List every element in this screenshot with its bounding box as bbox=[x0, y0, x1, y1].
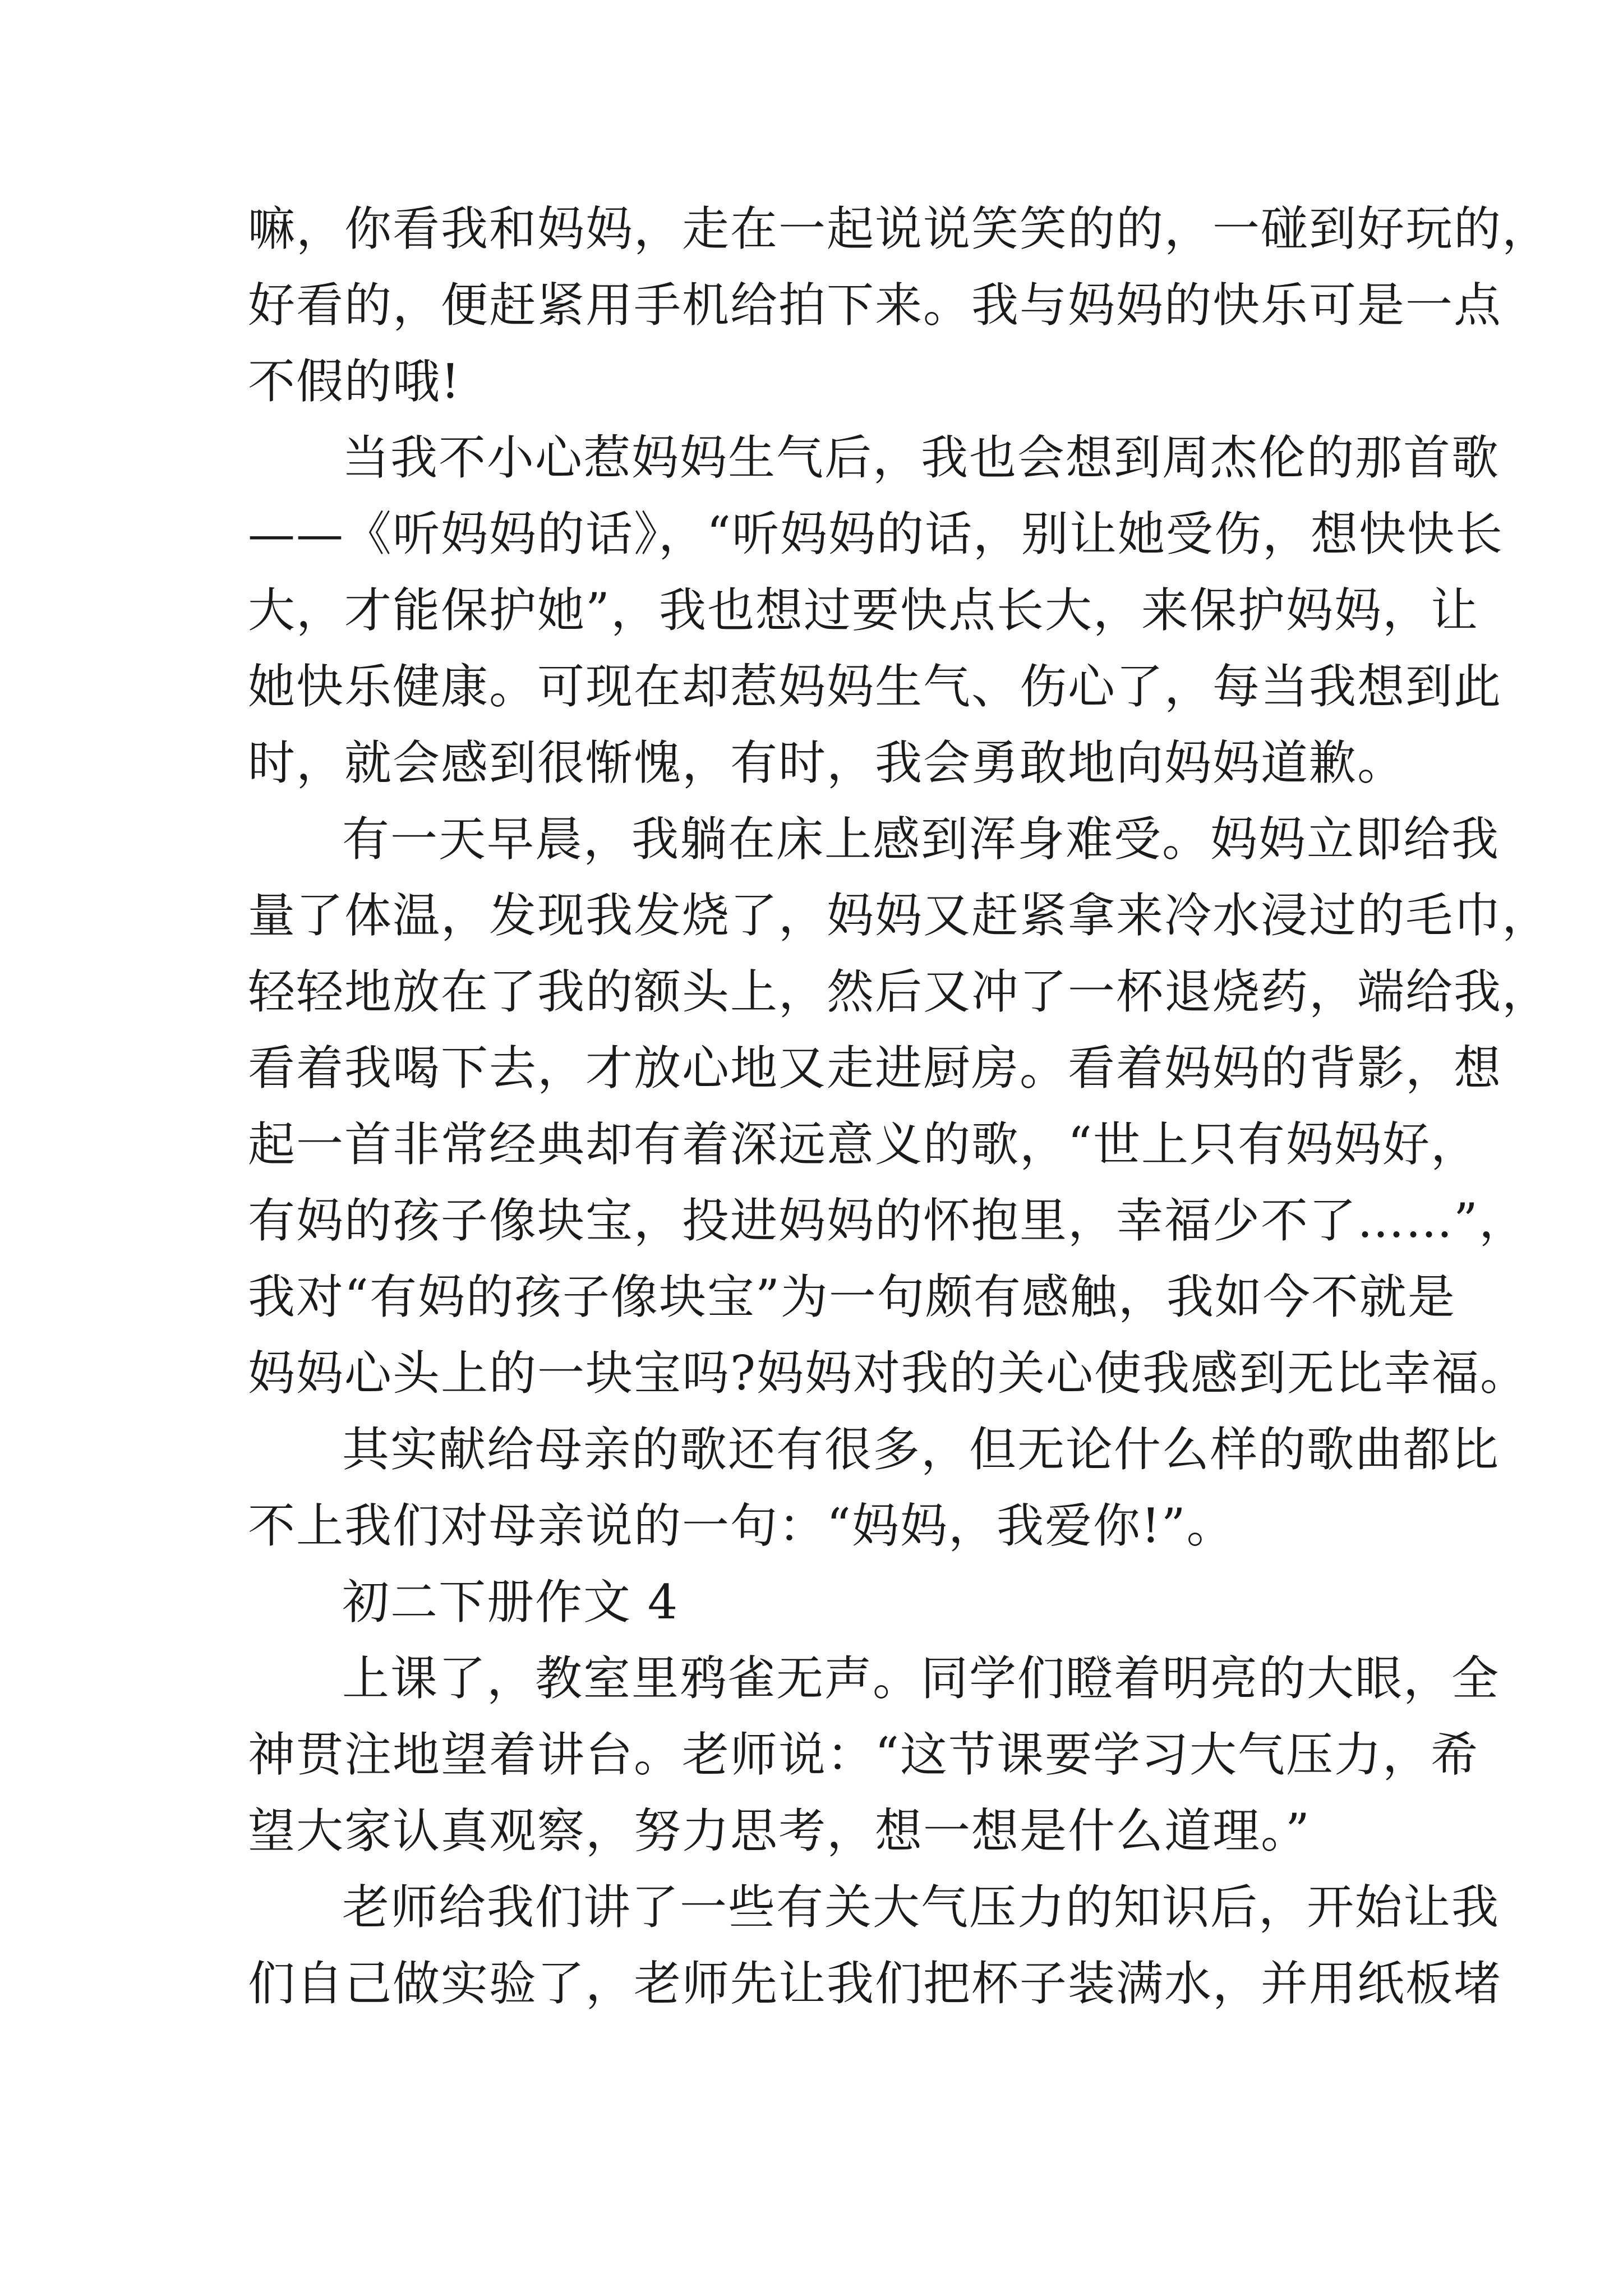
text-line: 望大家认真观察，努力思考，想一想是什么道理。” bbox=[248, 1803, 1311, 1858]
section-heading: 初二下册作文 4 bbox=[342, 1575, 679, 1630]
text-line: 大，才能保护她”，我也想过要快点长大，来保护妈妈，让 bbox=[248, 583, 1479, 638]
document-body bbox=[248, 191, 1551, 2022]
text-line: 不上我们对母亲说的一句：“妈妈，我爱你!”。 bbox=[248, 1498, 1235, 1553]
paragraph-first-line: 有一天早晨，我躺在床上感到浑身难受。妈妈立即给我 bbox=[342, 812, 1500, 867]
text-line: 嘛，你看我和妈妈，走在一起说说笑笑的的，一碰到好玩的， bbox=[248, 201, 1551, 256]
text-line: 有妈的孩子像块宝，投进妈妈的怀抱里，幸福少不了……”， bbox=[248, 1193, 1527, 1248]
text-line: 时，就会感到很惭愧，有时，我会勇敢地向妈妈道歉。 bbox=[248, 735, 1406, 790]
text-line: 起一首非常经典却有着深远意义的歌，“世上只有妈妈好， bbox=[248, 1117, 1479, 1172]
text-line: 好看的，便赶紧用手机给拍下来。我与妈妈的快乐可是一点 bbox=[248, 278, 1502, 333]
paragraph-first-line: 老师给我们讲了一些有关大气压力的知识后，开始让我 bbox=[342, 1880, 1500, 1935]
text-line: 我对“有妈的孩子像块宝”为一句颇有感触，我如今不就是 bbox=[248, 1269, 1456, 1324]
text-line: 看着我喝下去，才放心地又走进厨房。看着妈妈的背影，想 bbox=[248, 1041, 1502, 1096]
text-line: 她快乐健康。可现在却惹妈妈生气、伤心了，每当我想到此 bbox=[248, 659, 1502, 714]
text-line: 神贯注地望着讲台。老师说：“这节课要学习大气压力，希 bbox=[248, 1727, 1479, 1782]
text-line: 们自己做实验了，老师先让我们把杯子装满水，并用纸板堵 bbox=[248, 1956, 1502, 2011]
text-line: 不假的哦! bbox=[248, 354, 461, 409]
paragraph-first-line: 上课了，教室里鸦雀无声。同学们瞪着明亮的大眼，全 bbox=[342, 1651, 1500, 1706]
text-line: 妈妈心头上的一块宝吗?妈妈对我的关心使我感到无比幸福。 bbox=[248, 1346, 1529, 1401]
paragraph-first-line: 当我不小心惹妈妈生气后，我也会想到周杰伦的那首歌 bbox=[342, 430, 1500, 485]
text-line: ——《听妈妈的话》，“听妈妈的话，别让她受伤，想快快长 bbox=[248, 507, 1504, 562]
text-line: 轻轻地放在了我的额头上，然后又冲了一杯退烧药，端给我， bbox=[248, 964, 1551, 1019]
text-line: 量了体温，发现我发烧了，妈妈又赶紧拿来冷水浸过的毛巾， bbox=[248, 888, 1551, 943]
paragraph-first-line: 其实献给母亲的歌还有很多，但无论什么样的歌曲都比 bbox=[342, 1422, 1500, 1477]
